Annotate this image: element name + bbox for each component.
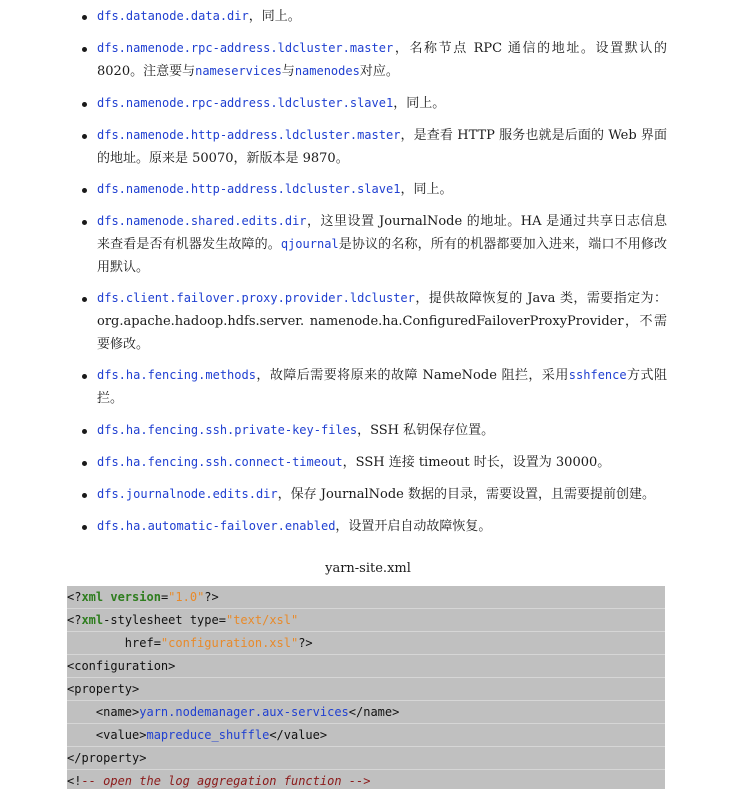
listing-caption: yarn-site.xml	[325, 561, 411, 576]
item-text: ，提供故障恢复的 Java 类，需要指定为：org.apache.hadoop.hdfs.server. namenode.ha.ConfiguredFailoverProxyProvider，不需要修改。	[97, 291, 667, 352]
code-listing	[67, 586, 665, 789]
inline-code: nameservices	[195, 64, 282, 78]
list-item	[97, 287, 667, 356]
item-text: 对应。	[359, 64, 399, 79]
bullet-dot	[82, 102, 87, 107]
code-line: </property>	[67, 747, 665, 770]
bullet-dot	[82, 220, 87, 225]
config-key: dfs.client.failover.proxy.provider.ldcluster	[97, 291, 415, 305]
item-text: ，同上。	[248, 9, 301, 24]
code-line: <value>mapreduce_shuffle</value>	[67, 724, 665, 747]
code-line: <?xml-stylesheet type="text/xsl"	[67, 609, 665, 632]
item-text: ，SSH 私钥保存位置。	[357, 423, 495, 438]
list-item	[97, 178, 667, 201]
inline-code: sshfence	[568, 368, 627, 382]
config-key: dfs.journalnode.edits.dir	[97, 487, 278, 501]
config-key: dfs.namenode.rpc-address.ldcluster.slave1	[97, 96, 394, 110]
list-item	[97, 419, 667, 442]
code-line: <?xml version="1.0"?>	[67, 586, 665, 609]
config-key: dfs.ha.fencing.methods	[97, 368, 256, 382]
list-item	[97, 515, 667, 538]
code-line: <configuration>	[67, 655, 665, 678]
item-text: 是协议的名称，所有的机器都要加入进来，端口不用修改用默认。	[97, 237, 667, 275]
list-item	[97, 364, 667, 410]
bullet-dot	[82, 525, 87, 530]
bullet-dot	[82, 47, 87, 52]
item-text: ，是查看 HTTP 服务也就是后面的 Web 界面的地址。原来是 50070，新版本是 9870。	[97, 128, 667, 166]
item-text: ，SSH 连接 timeout 时长，设置为 30000。	[342, 455, 611, 470]
config-key: dfs.namenode.http-address.ldcluster.slave1	[97, 182, 401, 196]
item-text: ，同上。	[400, 182, 453, 197]
config-key: dfs.namenode.shared.edits.dir	[97, 214, 307, 228]
bullet-dot	[82, 297, 87, 302]
bullet-dot	[82, 188, 87, 193]
item-text: ，同上。	[393, 96, 446, 111]
inline-code: namenodes	[294, 64, 360, 78]
list-item	[97, 483, 667, 506]
bullet-dot	[82, 429, 87, 434]
inline-code: qjournal	[280, 237, 339, 251]
bullet-dot	[82, 15, 87, 20]
item-text: ，名称节点 RPC 通信的地址。设置默认的 8020。注意要与	[97, 41, 667, 79]
config-key: dfs.namenode.rpc-address.ldcluster.master	[97, 41, 394, 55]
list-item	[97, 92, 667, 115]
config-key: dfs.ha.fencing.ssh.connect-timeout	[97, 455, 343, 469]
config-key: dfs.datanode.data.dir	[97, 9, 249, 23]
config-key: dfs.namenode.http-address.ldcluster.master	[97, 128, 401, 142]
item-text: ，故障后需要将原来的故障 NameNode 阻拦，采用	[255, 368, 569, 383]
bullet-dot	[82, 493, 87, 498]
bullet-dot	[82, 461, 87, 466]
item-text: 与	[281, 64, 295, 79]
code-line: href="configuration.xsl"?>	[67, 632, 665, 655]
list-item	[97, 37, 667, 83]
list-item	[97, 210, 667, 279]
bullet-dot	[82, 134, 87, 139]
list-item	[97, 5, 667, 28]
config-key: dfs.ha.fencing.ssh.private-key-files	[97, 423, 358, 437]
list-item	[97, 451, 667, 474]
list-item	[97, 124, 667, 170]
config-key: dfs.ha.automatic-failover.enabled	[97, 519, 336, 533]
bullet-dot	[82, 374, 87, 379]
code-line: <name>yarn.nodemanager.aux-services</name>	[67, 701, 665, 724]
code-line: <!-- open the log aggregation function -->	[67, 774, 371, 788]
item-text: 方式阻拦。	[97, 368, 667, 406]
item-text: ，这里设置 JournalNode 的地址。HA 是通过共享日志信息来查看是否有机器发生故障的。	[97, 214, 667, 252]
item-text: ，保存 JournalNode 数据的目录，需要设置，且需要提前创建。	[277, 487, 656, 502]
code-line: <property>	[67, 678, 665, 701]
item-text: ，设置开启自动故障恢复。	[335, 519, 492, 534]
